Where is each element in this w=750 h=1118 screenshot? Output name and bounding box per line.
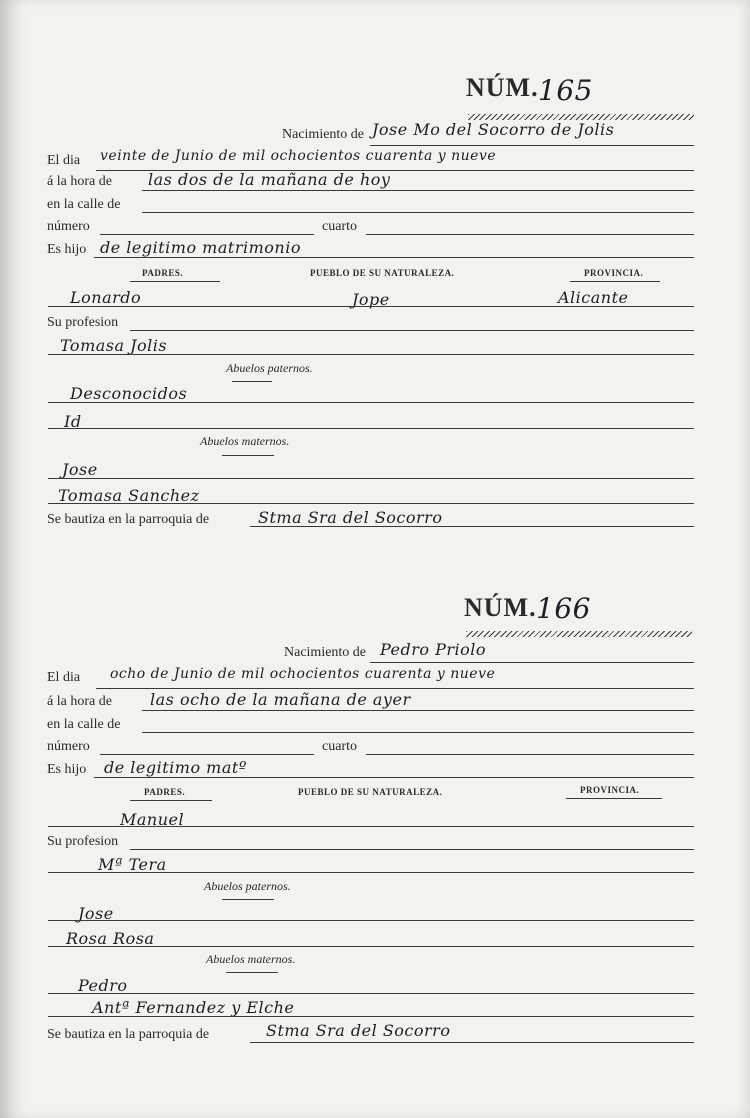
padres-underline xyxy=(130,800,212,801)
abuelo-paterno-2-line xyxy=(48,946,694,947)
profesion-line xyxy=(130,330,694,331)
bautiza-label: Se bautiza en la parroquia de xyxy=(47,512,210,527)
abuelo-materno-2: Tomasa Sanchez xyxy=(58,486,200,505)
es-hijo-line xyxy=(94,777,694,778)
provincia-underline xyxy=(566,798,662,799)
calle-line xyxy=(142,732,694,733)
nacimiento-label: Nacimiento de xyxy=(282,127,365,142)
el-dia-value: veinte de Junio de mil ochocientos cuarenta y nueve xyxy=(100,148,497,164)
madre-value: Tomasa Jolis xyxy=(60,336,168,355)
parroquia-value: Stma Sra del Socorro xyxy=(266,1021,451,1040)
num-label: NÚM. xyxy=(466,73,539,102)
numero-label: número xyxy=(47,219,90,234)
padres-header: PADRES. xyxy=(142,268,184,278)
nacimiento-line xyxy=(370,662,694,663)
hora-label: á la hora de xyxy=(47,694,112,709)
numero-label: número xyxy=(47,739,90,754)
abuelo-materno-2-line xyxy=(48,503,694,504)
abuelo-materno-2: Antª Fernandez y Elche xyxy=(92,998,295,1017)
abuelos-paternos-underline xyxy=(232,381,272,382)
abuelo-materno-2-line xyxy=(48,1016,694,1017)
es-hijo-value: de legitimo matrimonio xyxy=(100,238,301,257)
abuelos-maternos-underline xyxy=(226,972,278,973)
profesion-line xyxy=(130,849,694,850)
nacimiento-value: Jose Mo del Socorro de Jolis xyxy=(372,120,615,139)
profesion-label: Su profesion xyxy=(47,834,119,849)
hora-line xyxy=(142,710,694,711)
abuelo-paterno-2: Rosa Rosa xyxy=(66,929,155,948)
provincia-underline xyxy=(570,281,660,282)
padres-line xyxy=(48,306,694,307)
abuelos-paternos-underline xyxy=(222,899,274,900)
profesion-label: Su profesion xyxy=(47,315,119,330)
abuelo-paterno-1: Desconocidos xyxy=(70,384,188,403)
es-hijo-line xyxy=(94,257,694,258)
padres-header: PADRES. xyxy=(144,787,186,797)
hora-value: las dos de la mañana de hoy xyxy=(148,170,391,189)
abuelo-materno-1: Jose xyxy=(62,460,98,479)
calle-label: en la calle de xyxy=(47,717,121,732)
abuelo-paterno-1-line xyxy=(48,920,694,921)
es-hijo-label: Es hijo xyxy=(47,242,87,257)
abuelos-maternos-underline xyxy=(222,455,274,456)
abuelos-paternos-label: Abuelos paternos. xyxy=(226,361,313,375)
parroquia-line xyxy=(250,526,694,527)
hora-label: á la hora de xyxy=(47,174,112,189)
es-hijo-value: de legitimo matº xyxy=(104,758,247,777)
provincia-header: PROVINCIA. xyxy=(580,785,640,795)
abuelo-paterno-1: Jose xyxy=(78,904,114,923)
abuelo-paterno-2-line xyxy=(48,428,694,429)
bautiza-label: Se bautiza en la parroquia de xyxy=(47,1027,210,1042)
padre-value: Manuel xyxy=(120,810,185,829)
el-dia-line xyxy=(96,688,694,689)
pueblo-header: PUEBLO DE SU NATURALEZA. xyxy=(310,268,455,278)
calle-line xyxy=(142,212,694,213)
calle-label: en la calle de xyxy=(47,197,121,212)
zigzag-rule xyxy=(466,631,692,637)
madre-line xyxy=(48,872,694,873)
abuelo-materno-1-line xyxy=(48,478,694,479)
hora-value: las ocho de la mañana de ayer xyxy=(150,690,411,709)
cuarto-line xyxy=(366,754,694,755)
record-number: 165 xyxy=(538,74,593,107)
numero-line xyxy=(100,234,314,235)
cuarto-line xyxy=(366,234,694,235)
madre-line xyxy=(48,354,694,355)
pueblo-header: PUEBLO DE SU NATURALEZA. xyxy=(298,787,443,797)
cuarto-label: cuarto xyxy=(322,219,357,234)
record-number: 166 xyxy=(536,592,591,625)
hora-line xyxy=(142,190,694,191)
el-dia-label: El dia xyxy=(47,153,81,168)
padre-value: Lonardo xyxy=(70,288,142,307)
el-dia-label: El dia xyxy=(47,670,81,685)
abuelos-paternos-label: Abuelos paternos. xyxy=(204,879,291,893)
provincia-header: PROVINCIA. xyxy=(584,268,644,278)
cuarto-label: cuarto xyxy=(322,739,357,754)
abuelo-materno-1-line xyxy=(48,993,694,994)
abuelo-paterno-2: Id xyxy=(64,412,82,431)
nacimiento-value: Pedro Priolo xyxy=(380,640,487,659)
parroquia-line xyxy=(250,1042,694,1043)
abuelo-materno-1: Pedro xyxy=(78,976,128,995)
nacimiento-label: Nacimiento de xyxy=(284,645,367,660)
parroquia-value: Stma Sra del Socorro xyxy=(258,508,443,527)
abuelos-maternos-label: Abuelos maternos. xyxy=(200,434,290,448)
madre-value: Mª Tera xyxy=(98,855,167,874)
provincia-value: Alicante xyxy=(558,288,629,307)
numero-line xyxy=(100,754,314,755)
padres-underline xyxy=(130,281,220,282)
padres-line xyxy=(48,826,694,827)
es-hijo-label: Es hijo xyxy=(47,762,87,777)
abuelos-maternos-label: Abuelos maternos. xyxy=(206,952,296,966)
abuelo-paterno-1-line xyxy=(48,402,694,403)
pueblo-value: Jope xyxy=(352,290,390,309)
el-dia-value: ocho de Junio de mil ochocientos cuarenta y nueve xyxy=(110,666,496,682)
nacimiento-line xyxy=(370,145,694,146)
num-label: NÚM. xyxy=(464,593,537,622)
